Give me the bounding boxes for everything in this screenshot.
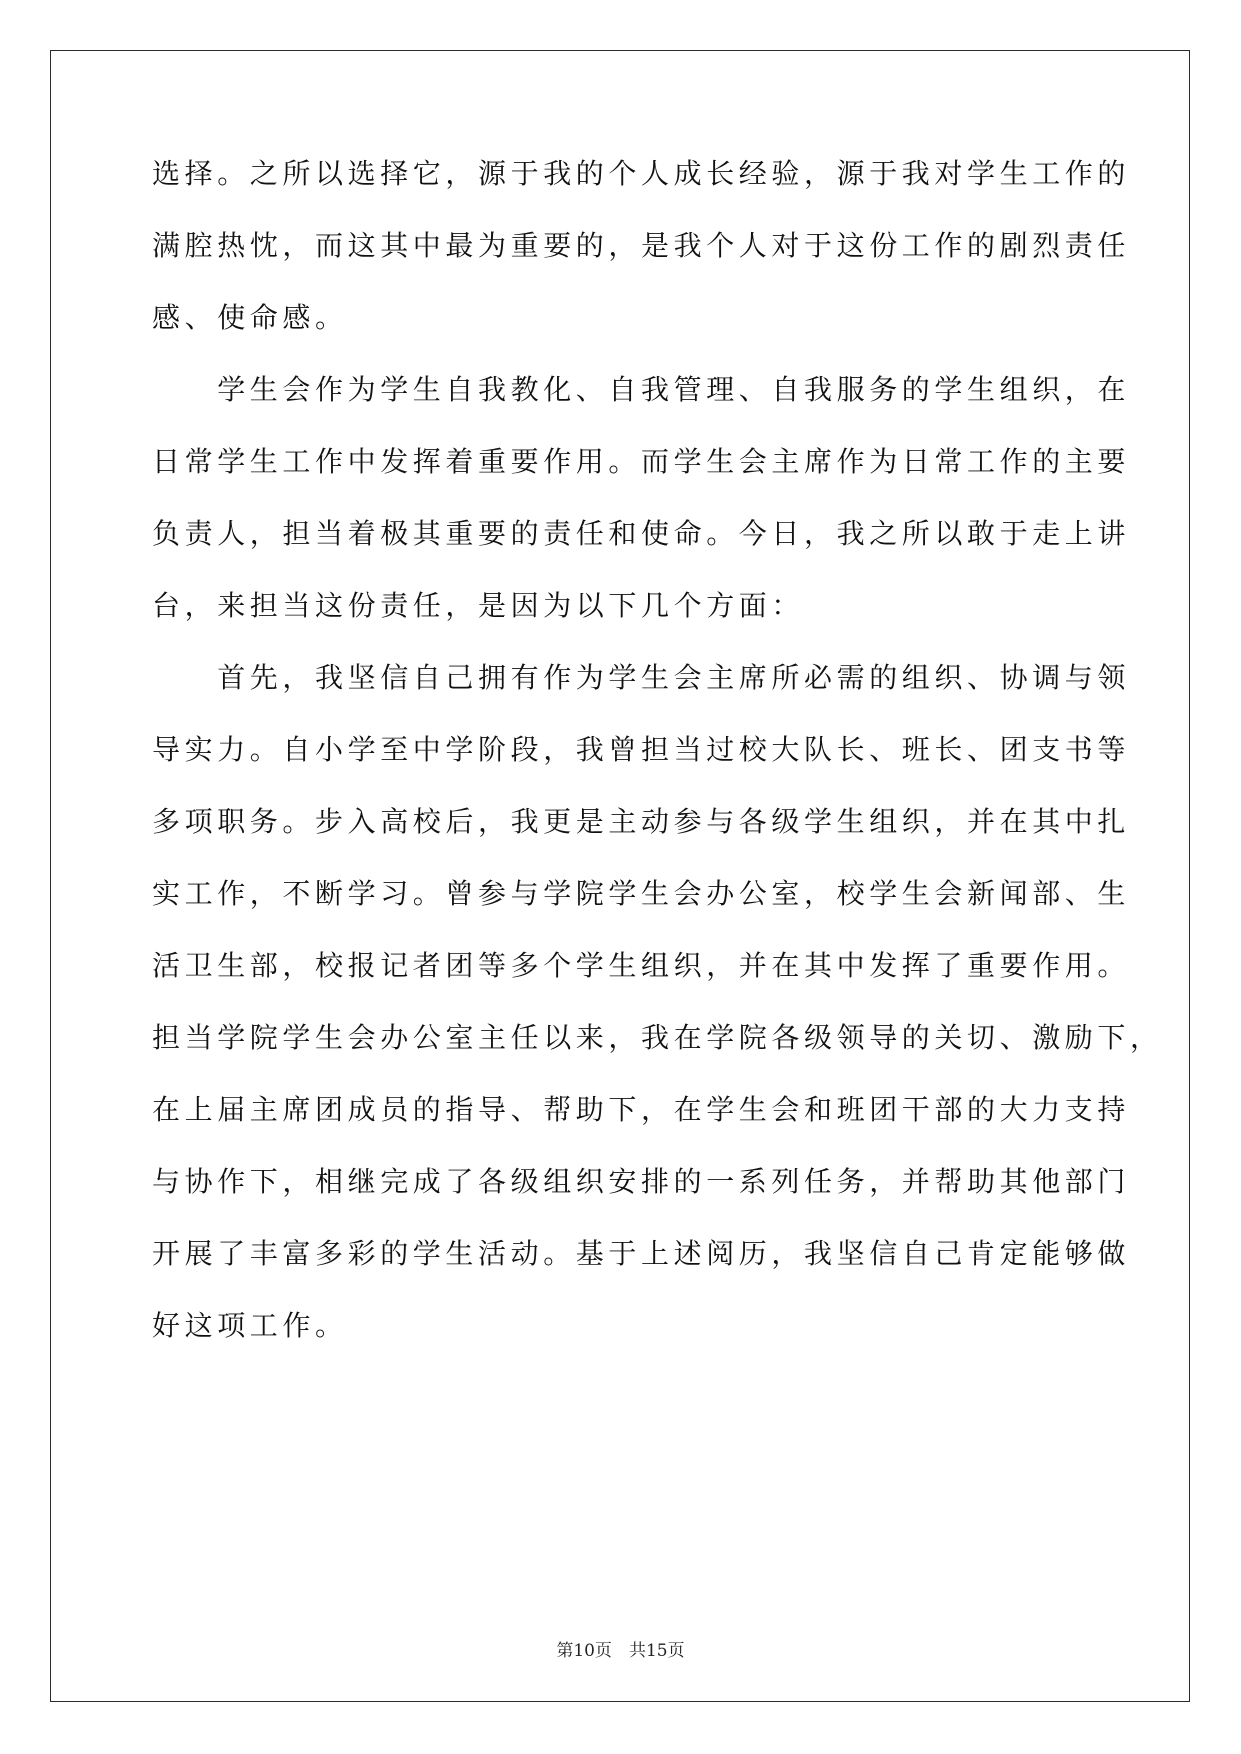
text-line: 在上届主席团成员的指导、帮助下，在学生会和班团干部的大力支持: [152, 1093, 1131, 1126]
text-line: 与协作下，相继完成了各级组织安排的一系列任务，并帮助其他部门: [152, 1165, 1131, 1198]
page-border: [50, 50, 1190, 1702]
text-line: 实工作，不断学习。曾参与学院学生会办公室，校学生会新闻部、生: [152, 877, 1131, 910]
text-line: 首先，我坚信自己拥有作为学生会主席所必需的组织、协调与领: [152, 661, 1131, 694]
text-line: 感、使命感。: [152, 301, 348, 334]
text-line: 选择。之所以选择它，源于我的个人成长经验，源于我对学生工作的: [152, 157, 1131, 190]
text-line: 活卫生部，校报记者团等多个学生组织，并在其中发挥了重要作用。: [152, 949, 1131, 982]
text-line: 负责人，担当着极其重要的责任和使命。今日，我之所以敢于走上讲: [152, 517, 1131, 550]
text-line: 好这项工作。: [152, 1309, 348, 1342]
page-number: 第10页 共15页: [556, 1641, 685, 1661]
text-line: 导实力。自小学至中学阶段，我曾担当过校大队长、班长、团支书等: [152, 733, 1131, 766]
text-line: 满腔热忱，而这其中最为重要的，是我个人对于这份工作的剧烈责任: [152, 229, 1131, 262]
text-line: 学生会作为学生自我教化、自我管理、自我服务的学生组织，在: [152, 373, 1131, 406]
text-line: 台，来担当这份责任，是因为以下几个方面：: [152, 589, 805, 622]
text-line: 多项职务。步入高校后，我更是主动参与各级学生组织，并在其中扎: [152, 805, 1131, 838]
text-line: 开展了丰富多彩的学生活动。基于上述阅历，我坚信自己肯定能够做: [152, 1237, 1131, 1270]
text-line: 日常学生工作中发挥着重要作用。而学生会主席作为日常工作的主要: [152, 445, 1131, 478]
text-line: 担当学院学生会办公室主任以来，我在学院各级领导的关切、激励下，: [152, 1021, 1163, 1054]
